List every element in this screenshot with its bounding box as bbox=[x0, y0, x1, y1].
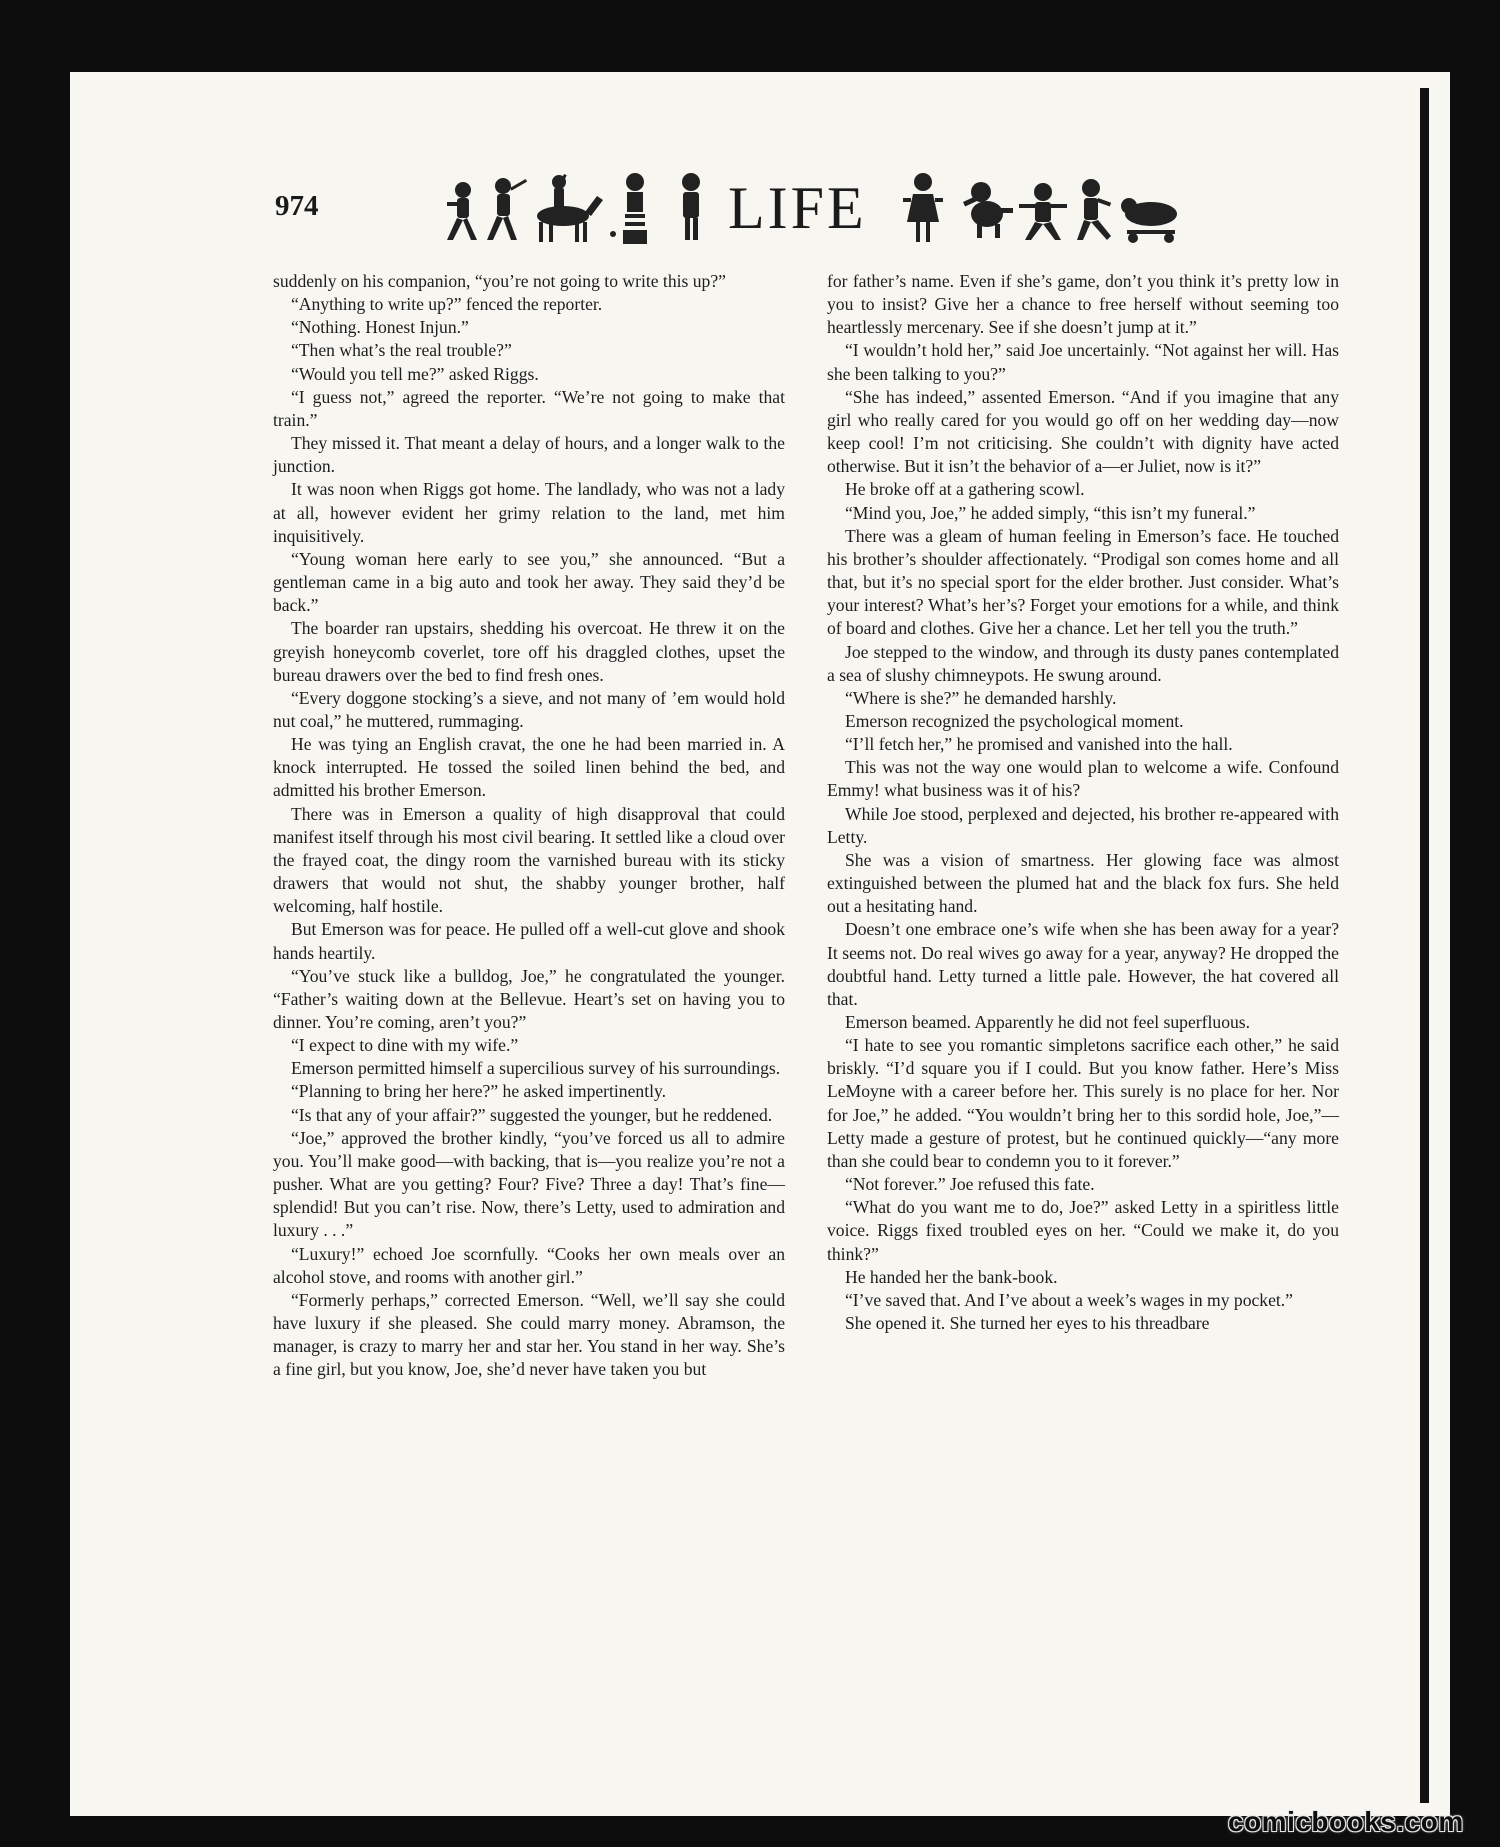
paragraph: Emerson recognized the psychological moment. bbox=[845, 710, 1184, 731]
paragraph: The boarder ran upstairs, shedding his overcoat. He threw it on the greyish honeycomb coverlet, tore off his draggled clothes, upset the bureau drawers over the bed to find fresh ones. bbox=[273, 618, 785, 685]
paragraph: Joe stepped to the window, and through its dusty panes contemplated a sea of slushy chimneypots. He swung around. bbox=[827, 641, 1339, 685]
paragraph: He was tying an English cravat, the one he had been married in. A knock interrupted. He tossed the soiled linen behind the bed, and admitted his brother Emerson. bbox=[273, 734, 785, 801]
facing-page-edge bbox=[1420, 88, 1429, 1803]
magazine-title: LIFE bbox=[728, 175, 867, 241]
paragraph: “Is that any of your affair?” suggested the younger, but he reddened. bbox=[291, 1104, 773, 1125]
paragraph: “Would you tell me?” asked Riggs. bbox=[291, 363, 539, 384]
paragraph: “Formerly perhaps,” corrected Emerson. “Well, we’ll say she could have luxury if she pleased. She could marry money. Abramson, the manager, is crazy to marry her and star her. You stand in her way. She’s a fine girl, but you know, Joe, she’d never have taken you but bbox=[273, 1289, 785, 1380]
paragraph: for father’s name. Even if she’s game, don’t you think it’s pretty low in you to insist? Give her a chance to free herself without seeming too heartlessly mercenary. See if she doesn’t jump at it.” bbox=[827, 271, 1339, 338]
masthead bbox=[445, 168, 1185, 250]
paragraph: “Young woman here early to see you,” she announced. “But a gentleman came in a big auto and took her away. They said they’d be back.” bbox=[273, 548, 785, 616]
paragraph: suddenly on his companion, “you’re not going to write this up?” bbox=[273, 271, 726, 291]
paragraph: Emerson permitted himself a supercilious survey of his surroundings. bbox=[291, 1058, 781, 1079]
paragraph: “Not forever.” Joe refused this fate. bbox=[845, 1174, 1095, 1195]
watermark: comicbooks.com bbox=[1228, 1806, 1464, 1837]
paragraph: It was noon when Riggs got home. The landlady, who was not a lady at all, however evident her grimy relation to the land, met him inquisitively. bbox=[273, 479, 785, 546]
paragraph: But Emerson was for peace. He pulled off a well-cut glove and shook hands heartily. bbox=[273, 919, 785, 963]
paragraph: “Every doggone stocking’s a sieve, and not many of ’em would hold nut coal,” he muttered, rummaging. bbox=[273, 687, 785, 731]
masthead-figures-left-icon bbox=[445, 168, 725, 250]
text-column-right bbox=[827, 270, 1339, 1335]
paragraph: Emerson beamed. Apparently he did not feel superfluous. bbox=[845, 1012, 1251, 1032]
paragraph: She opened it. She turned her eyes to his threadbare bbox=[845, 1313, 1210, 1334]
masthead-figures-right-icon bbox=[901, 168, 1185, 250]
paragraph: “Luxury!” echoed Joe scornfully. “Cooks her own meals over an alcohol stove, and rooms with another girl.” bbox=[273, 1243, 785, 1287]
paragraph: “I expect to dine with my wife.” bbox=[291, 1035, 519, 1056]
paragraph: “What do you want me to do, Joe?” asked Letty in a spiritless little voice. Riggs fixed troubled eyes on her. “Could we make it, do you think?” bbox=[827, 1197, 1339, 1264]
paragraph: “Nothing. Honest Injun.” bbox=[291, 317, 469, 338]
paragraph: “Then what’s the real trouble?” bbox=[291, 340, 512, 361]
text-column-left bbox=[273, 270, 785, 1382]
paragraph: “Where is she?” he demanded harshly. bbox=[845, 687, 1117, 708]
paragraph: “I wouldn’t hold her,” said Joe uncertainly. “Not against her will. Has she been talking to you?” bbox=[827, 340, 1339, 384]
page-number: 974 bbox=[275, 190, 319, 222]
paragraph: “I’ll fetch her,” he promised and vanished into the hall. bbox=[845, 734, 1233, 755]
paragraph: They missed it. That meant a delay of hours, and a longer walk to the junction. bbox=[273, 433, 785, 477]
paragraph: “I guess not,” agreed the reporter. “We’re not going to make that train.” bbox=[273, 386, 785, 430]
paragraph: There was in Emerson a quality of high disapproval that could manifest itself through his most civil bearing. It settled like a cloud over the frayed coat, the dingy room the varnished bureau with its sticky drawers that would not shut, the shabby younger brother, half welcoming, half hostile. bbox=[273, 803, 785, 917]
paragraph: “I hate to see you romantic simpletons sacrifice each other,” he said briskly. “I’d square you if I could. But you know father. Here’s Miss LeMoyne with a career before her. This surely is no place for her. Nor for Joe,” he added. “You wouldn’t bring her to this sordid hole, Joe,”—Letty made a gesture of protest, but he continued quickly—“any more than she could bear to condemn you to it forever.” bbox=[827, 1035, 1339, 1171]
paragraph: She was a vision of smartness. Her glowing face was almost extinguished between the plumed hat and the black fox furs. She held out a hesitating hand. bbox=[827, 849, 1339, 917]
paragraph: While Joe stood, perplexed and dejected, his brother re-appeared with Letty. bbox=[827, 803, 1339, 847]
paragraph: He broke off at a gathering scowl. bbox=[845, 479, 1085, 500]
paragraph: This was not the way one would plan to welcome a wife. Confound Emmy! what business was it of his? bbox=[827, 757, 1339, 801]
paragraph: “Joe,” approved the brother kindly, “you’ve forced us all to admire you. You’ll make good—with backing, that is—you realize you’re not a pusher. What are you getting? Four? Five? Three a day! That’s fine—splendid! But you can’t rise. Now, there’s Letty, used to admiration and luxury . . .” bbox=[273, 1127, 785, 1241]
paragraph: “She has indeed,” assented Emerson. “And if you imagine that any girl who really cared for you would go off on her wedding day—now keep cool! I’m not criticising. She couldn’t with dignity have acted otherwise. But it isn’t the behavior of a—er Juliet, now is it?” bbox=[827, 386, 1339, 477]
paragraph: “Planning to bring her here?” he asked impertinently. bbox=[291, 1081, 667, 1102]
paragraph: There was a gleam of human feeling in Emerson’s face. He touched his brother’s shoulder affectionately. “Prodigal son comes home and all that, but it’s no special sport for the elder brother. Just consider. What’s your interest? What’s her’s? Forget your emotions for a while, and think of board and clothes. Give her a chance. Let her tell you the truth.” bbox=[827, 525, 1339, 639]
paragraph: “Anything to write up?” fenced the reporter. bbox=[291, 294, 603, 315]
paragraph: “Mind you, Joe,” he added simply, “this isn’t my funeral.” bbox=[845, 502, 1256, 523]
paragraph: He handed her the bank-book. bbox=[845, 1266, 1058, 1287]
paragraph: “You’ve stuck like a bulldog, Joe,” he congratulated the younger. “Father’s waiting down at the Bellevue. Heart’s set on having you to dinner. You’re coming, aren’t you?” bbox=[273, 965, 785, 1032]
paragraph: “I’ve saved that. And I’ve about a week’s wages in my pocket.” bbox=[845, 1289, 1293, 1310]
paragraph: Doesn’t one embrace one’s wife when she has been away for a year? It seems not. Do real wives go away for a year, anyway? He dropped the doubtful hand. Letty turned a little pale. However, the hat covered all that. bbox=[827, 919, 1339, 1009]
